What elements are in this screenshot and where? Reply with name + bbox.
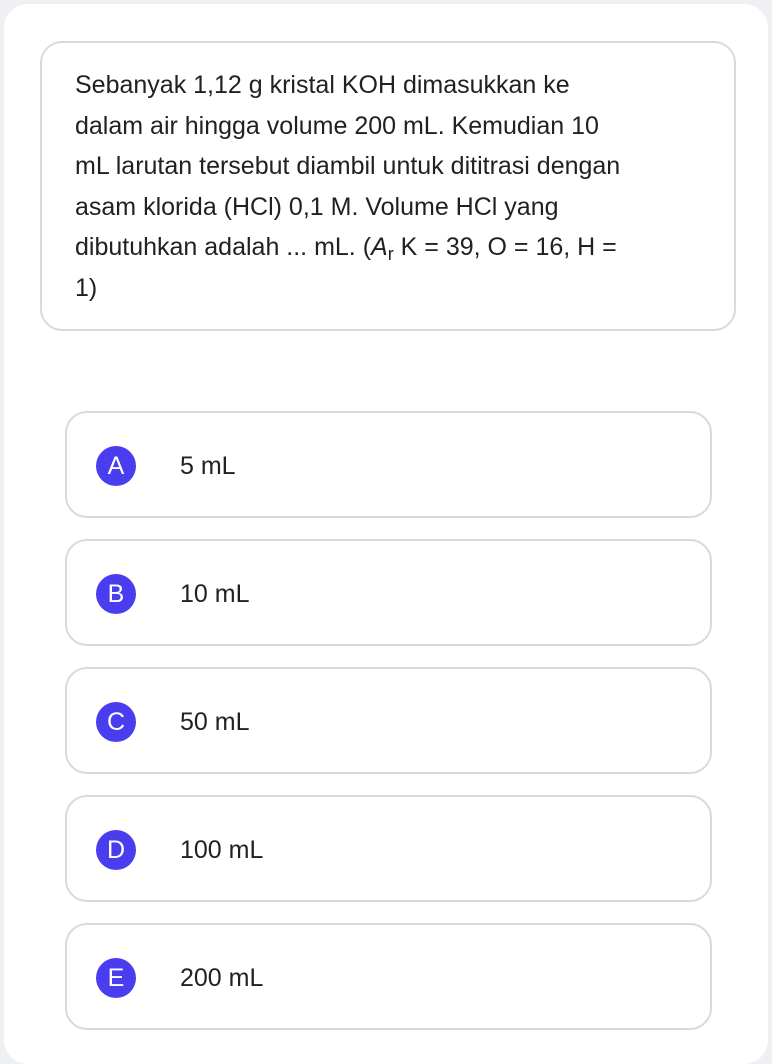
option-a-text: 5 mL: [180, 452, 236, 480]
option-a-badge: A: [96, 446, 136, 486]
question-line-6: 1): [75, 273, 98, 302]
option-d[interactable]: [65, 795, 712, 902]
question-text: [75, 65, 715, 308]
option-c-badge: C: [96, 702, 136, 742]
quiz-sheet: [4, 4, 768, 1064]
option-d-badge: D: [96, 830, 136, 870]
relative-mass-subscript: r: [387, 244, 394, 264]
option-b-badge: B: [96, 574, 136, 614]
option-a[interactable]: [65, 411, 712, 518]
option-b-text: 10 mL: [180, 580, 250, 608]
question-line-3: mL larutan tersebut diambil untuk dititrasi dengan: [75, 152, 621, 180]
relative-mass-symbol: A: [371, 233, 388, 261]
option-b[interactable]: [65, 539, 712, 646]
option-c-text: 50 mL: [180, 708, 250, 736]
question-line-4: asam klorida (HCl) 0,1 M. Volume HCl yang: [75, 192, 559, 221]
question-line-2: dalam air hingga volume 200 mL. Kemudian 10: [75, 111, 599, 140]
question-line-1: Sebanyak 1,12 g kristal KOH dimasukkan ke: [75, 71, 570, 99]
question-card: [40, 41, 736, 331]
option-e[interactable]: [65, 923, 712, 1030]
option-d-text: 100 mL: [180, 836, 264, 864]
option-e-text: 200 mL: [180, 964, 264, 992]
question-line-5-suffix: K = 39, O = 16, H =: [393, 233, 617, 261]
option-c[interactable]: [65, 667, 712, 774]
option-e-badge: E: [96, 958, 136, 998]
question-line-5-prefix: dibutuhkan adalah ... mL. (: [75, 233, 372, 261]
